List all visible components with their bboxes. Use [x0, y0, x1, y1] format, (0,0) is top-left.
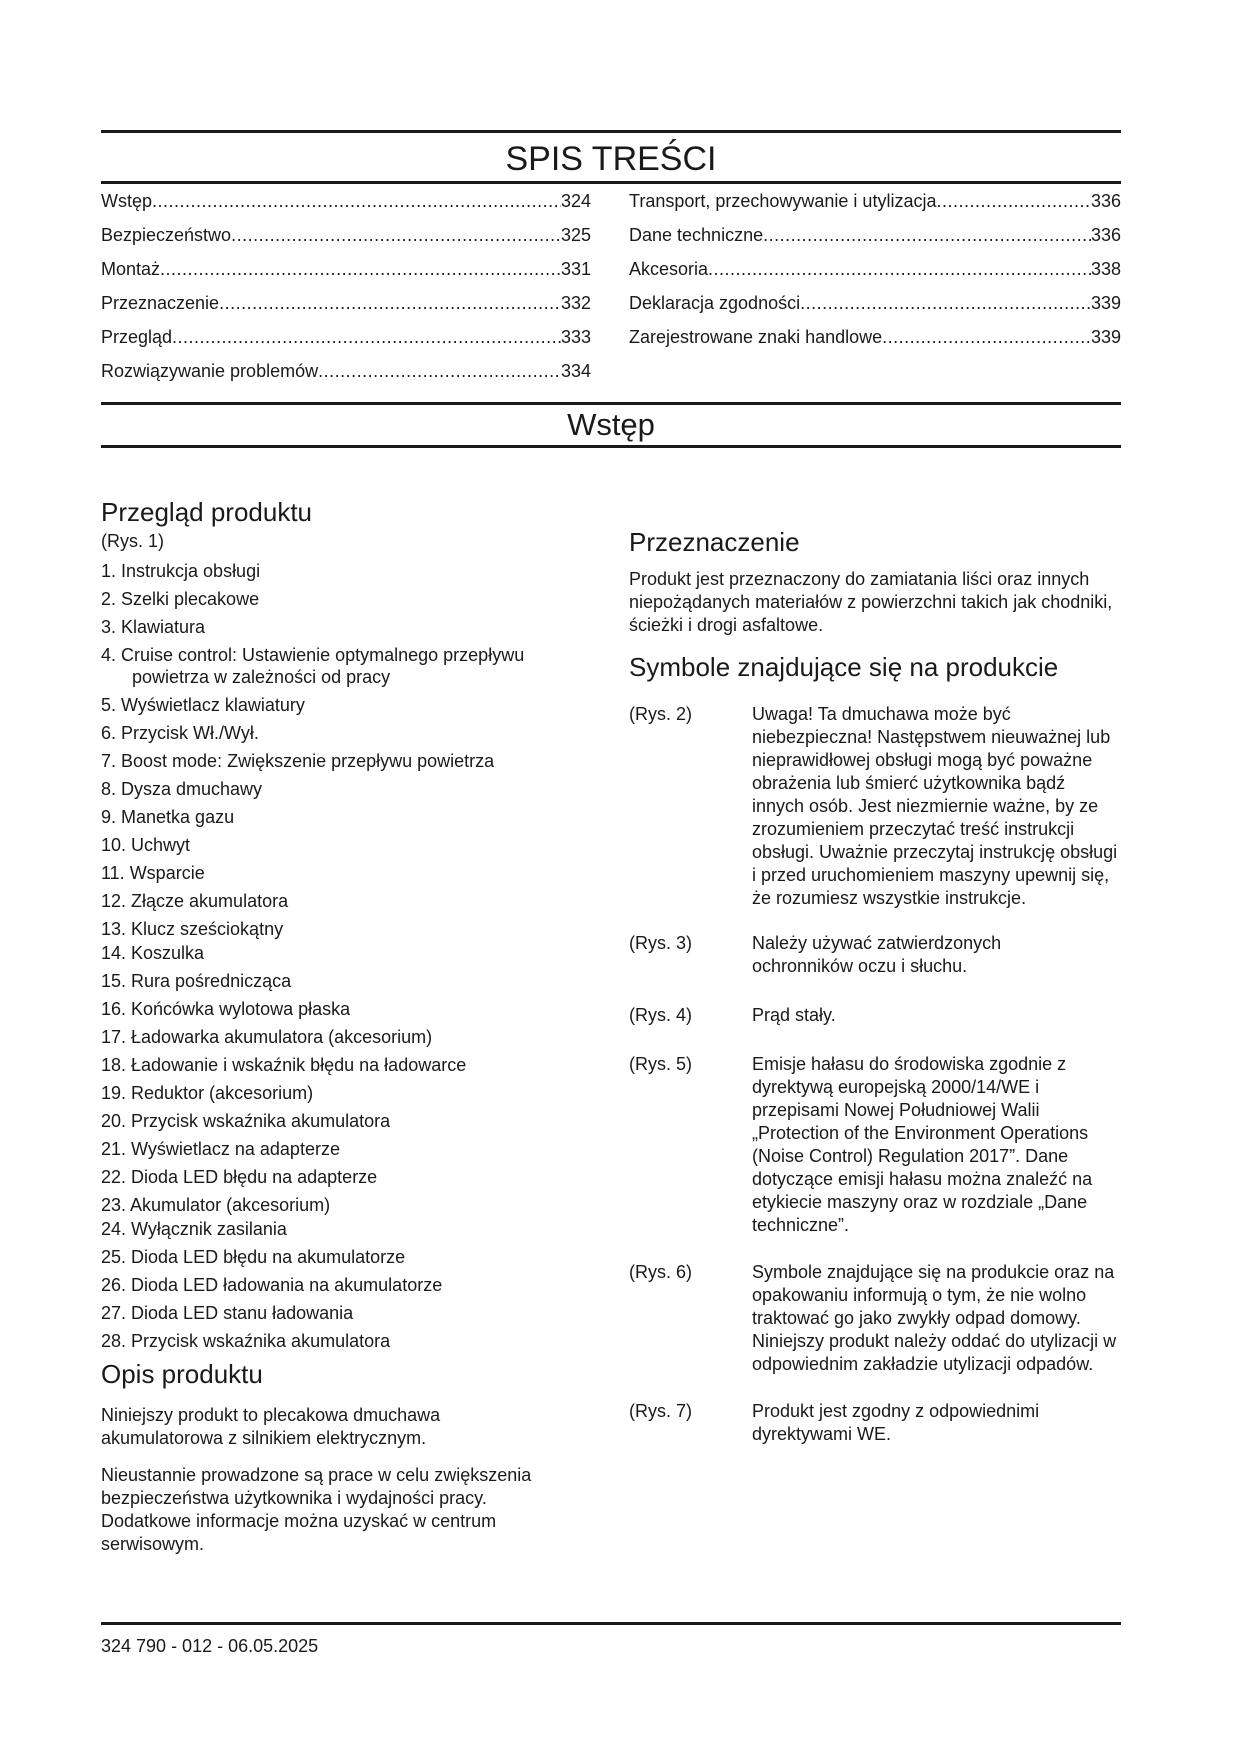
- toc-entry-page: 331: [560, 259, 591, 279]
- left-column: [101, 496, 601, 1556]
- toc-entry-page: 336: [1090, 191, 1121, 211]
- toc-entry[interactable]: [101, 326, 591, 360]
- toc-entry[interactable]: [629, 190, 1121, 224]
- list-item: 27. Dioda LED stanu ładowania: [101, 1303, 354, 1323]
- list-item: 22. Dioda LED błędu na adapterze: [101, 1167, 378, 1187]
- list-item: 13. Klucz sześciokątny: [101, 919, 284, 939]
- toc-entry-page: 334: [560, 361, 591, 381]
- parts-list: [101, 560, 601, 1352]
- list-item: 12. Złącze akumulatora: [101, 891, 289, 911]
- list-item: 23. Akumulator (akcesorium): [101, 1195, 331, 1215]
- symbol-figure-ref: (Rys. 5): [629, 1054, 692, 1074]
- list-item: 14. Koszulka: [101, 943, 205, 963]
- list-item: 28. Przycisk wskaźnika akumulatora: [101, 1331, 391, 1351]
- description-paragraph-2: Nieustannie prowadzone są prace w celu zwiększenia bezpieczeństwa użytkownika i wydajności pracy. Dodatkowe informacje można uzyskać w centrum serwisowym.: [101, 1465, 532, 1554]
- list-item: 26. Dioda LED ładowania na akumulatorze: [101, 1275, 443, 1295]
- symbol-description: Należy używać zatwierdzonych ochronników oczu i słuchu.: [752, 933, 1002, 976]
- toc-entry-page: 325: [560, 225, 591, 245]
- symbol-row: [629, 1261, 1121, 1376]
- list-item: 21. Wyświetlacz na adapterze: [101, 1139, 340, 1159]
- symbol-description: Produkt jest zgodny z odpowiednimi dyrektywami WE.: [752, 1401, 1040, 1444]
- toc-entry-page: 324: [560, 191, 591, 211]
- purpose-text: Produkt jest przeznaczony do zamiatania liści oraz innych niepożądanych materiałów z powierzchni takich jak chodniki, ścieżki i drogi asfaltowe.: [629, 569, 1113, 635]
- toc-entry-title: Zarejestrowane znaki handlowe: [629, 327, 883, 347]
- toc-left-column: [101, 190, 591, 394]
- toc-entry-page: 333: [560, 327, 591, 347]
- toc-entry[interactable]: [629, 292, 1121, 326]
- toc-entry[interactable]: [101, 258, 591, 292]
- toc-entry-title: Przegląd: [101, 327, 173, 347]
- symbol-row: [629, 703, 1121, 910]
- toc-entry-page: 339: [1090, 327, 1121, 347]
- list-item: 15. Rura pośrednicząca: [101, 971, 292, 991]
- symbol-description: Symbole znajdujące się na produkcie oraz na opakowaniu informują o tym, że nie wolno traktować go jako zwykły odpad domowy. Niniejszy produkt należy oddać do utylizacji w odpowiednim zakładzie utylizacji odpadów.: [752, 1262, 1117, 1374]
- toc-entry-title: Bezpieczeństwo: [101, 225, 232, 245]
- list-item: 16. Końcówka wylotowa płaska: [101, 999, 351, 1019]
- toc-entry-title: Deklaracja zgodności: [629, 293, 801, 313]
- toc-entry-title: Akcesoria: [629, 259, 709, 279]
- toc-entry-title: Przeznaczenie: [101, 293, 220, 313]
- symbol-figure-ref: (Rys. 6): [629, 1262, 692, 1282]
- table-of-contents: [101, 184, 1121, 394]
- toc-entry[interactable]: [101, 224, 591, 258]
- list-item: 17. Ładowarka akumulatora (akcesorium): [101, 1027, 433, 1047]
- list-item: 1. Instrukcja obsługi: [101, 561, 261, 581]
- section-bottom-rule: [101, 445, 1121, 448]
- toc-entry-page: 339: [1090, 293, 1121, 313]
- toc-entry-title: Dane techniczne: [629, 225, 764, 245]
- toc-entry[interactable]: [629, 224, 1121, 258]
- toc-entry-title: Montaż: [101, 259, 161, 279]
- toc-entry[interactable]: [101, 190, 591, 224]
- list-item: 11. Wsparcie: [101, 863, 205, 883]
- toc-entry-title: Transport, przechowywanie i utylizacja: [629, 191, 937, 211]
- symbol-row: [629, 1004, 1121, 1027]
- symbols-heading: Symbole znajdujące się na produkcie: [629, 652, 1059, 682]
- page: [101, 130, 1121, 1556]
- symbol-figure-ref: (Rys. 7): [629, 1401, 692, 1421]
- overview-figure-ref: (Rys. 1): [101, 531, 164, 551]
- symbol-figure-ref: (Rys. 4): [629, 1005, 692, 1025]
- list-item: 10. Uchwyt: [101, 835, 191, 855]
- toc-entry-page: 332: [560, 293, 591, 313]
- symbol-description: Uwaga! Ta dmuchawa może być niebezpieczna! Następstwem nieuważnej lub nieprawidłowej obsługi mogą być poważne obrażenia lub śmierć użytkownika bądź innych osób. Jest niezmiernie ważne, by ze zrozumieniem przeczytać treść instrukcji obsługi. Uważnie przeczytaj instrukcję obsługi i przed uruchomieniem maszyny upewnij się, że rozumiesz wszystkie instrukcje.: [752, 704, 1118, 908]
- list-item: 25. Dioda LED błędu na akumulatorze: [101, 1247, 406, 1267]
- symbol-row: [629, 932, 1121, 978]
- symbol-figure-ref: (Rys. 3): [629, 933, 692, 953]
- description-heading: Opis produktu: [101, 1359, 263, 1389]
- overview-heading: Przegląd produktu: [101, 497, 313, 527]
- purpose-heading: Przeznaczenie: [629, 527, 800, 557]
- symbol-row: [629, 1400, 1121, 1446]
- list-item: [101, 644, 601, 688]
- list-item: 9. Manetka gazu: [101, 807, 235, 827]
- toc-entry-title: Rozwiązywanie problemów: [101, 361, 319, 381]
- section-title: Wstęp: [567, 407, 655, 442]
- content-columns: [101, 496, 1121, 1556]
- toc-right-column: [629, 190, 1121, 394]
- list-item: 3. Klawiatura: [101, 617, 206, 637]
- list-item-text: 4. Cruise control: Ustawienie optymalnego przepływu: [101, 645, 525, 665]
- description-paragraph-1: Niniejszy produkt to plecakowa dmuchawa akumulatorowa z silnikiem elektrycznym.: [101, 1405, 441, 1448]
- document-code: 324 790 - 012 - 06.05.2025: [101, 1636, 319, 1656]
- list-item: 18. Ładowanie i wskaźnik błędu na ładowarce: [101, 1055, 467, 1075]
- toc-entry[interactable]: [629, 258, 1121, 292]
- list-item: 24. Wyłącznik zasilania: [101, 1219, 287, 1239]
- toc-entry-title: Wstęp: [101, 191, 153, 211]
- toc-entry[interactable]: [629, 326, 1121, 360]
- toc-entry[interactable]: [101, 292, 591, 326]
- list-item: 7. Boost mode: Zwiększenie przepływu powietrza: [101, 751, 495, 771]
- page-footer: [101, 1622, 1121, 1657]
- toc-entry[interactable]: [101, 360, 591, 394]
- list-item: 8. Dysza dmuchawy: [101, 779, 263, 799]
- right-column: [629, 496, 1121, 1556]
- symbol-description: Prąd stały.: [752, 1005, 836, 1025]
- symbol-figure-ref: (Rys. 2): [629, 704, 692, 724]
- list-item: 6. Przycisk Wł./Wył.: [101, 723, 259, 743]
- list-item: 20. Przycisk wskaźnika akumulatora: [101, 1111, 391, 1131]
- symbol-description: Emisje hałasu do środowiska zgodnie z dyrektywą europejską 2000/14/WE i przepisami Nowej Południowej Walii „Protection of the Environment Operations (Noise Control) Regulation 2017”. Dane dotyczące emisji hałasu można znaleźć na etykiecie maszyny oraz w rozdziale „Dane techniczne”.: [752, 1054, 1093, 1235]
- toc-entry-page: 338: [1090, 259, 1121, 279]
- toc-entry-page: 336: [1090, 225, 1121, 245]
- list-item: 19. Reduktor (akcesorium): [101, 1083, 314, 1103]
- toc-title: SPIS TREŚCI: [505, 140, 717, 178]
- list-item: 5. Wyświetlacz klawiatury: [101, 695, 305, 715]
- symbol-row: [629, 1053, 1121, 1237]
- list-item-continuation: powietrza w zależności od pracy: [132, 667, 391, 687]
- list-item: 2. Szelki plecakowe: [101, 589, 260, 609]
